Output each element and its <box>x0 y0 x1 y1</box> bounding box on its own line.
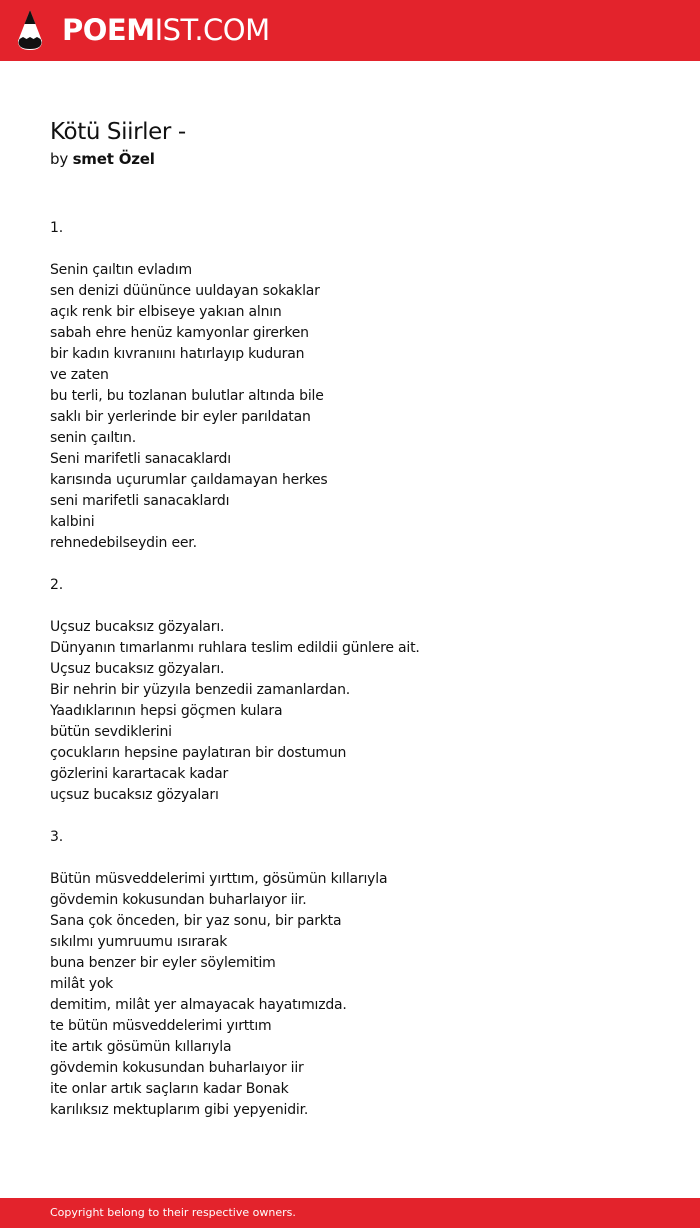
poem-line: uçsuz bucaksız gözyaları <box>50 787 219 803</box>
poem-byline <box>50 149 155 169</box>
blank-line <box>50 554 650 575</box>
poem-line: sıkılmı yumruumu ısırarak <box>50 934 228 950</box>
poem-line: 1. <box>50 220 63 236</box>
poem-line: 3. <box>50 829 63 845</box>
poem-line: milât yok <box>50 976 114 992</box>
blank-line <box>50 806 650 827</box>
poem-line: bu terli, bu tozlanan bulutlar altında bile <box>50 388 324 404</box>
poem-line: demitim, milât yer almayacak hayatımızda. <box>50 997 347 1013</box>
poem-line: Seni marifetli sanacaklardı <box>50 451 231 467</box>
poem-line: Bir nehrin bir yüzyıla benzedii zamanlardan. <box>50 682 351 698</box>
poem-line: açık renk bir elbiseye yakıan alnın <box>50 304 282 320</box>
poem-line: kalbini <box>50 514 95 530</box>
poem-line: ite onlar artık saçların kadar Bonak <box>50 1081 289 1097</box>
blank-line <box>50 596 650 617</box>
by-label: by <box>50 150 73 168</box>
blank-line <box>50 239 650 260</box>
poem-author: smet Özel <box>72 150 155 168</box>
poem-line: te bütün müsveddelerimi yırttım <box>50 1018 272 1034</box>
poem-line: buna benzer bir eyler söylemitim <box>50 955 276 971</box>
blank-line <box>50 848 650 869</box>
poem-line: Senin çaıltın evladım <box>50 262 192 278</box>
poem-line: bütün sevdiklerini <box>50 724 172 740</box>
poem-line: Uçsuz bucaksız gözyaları. <box>50 619 225 635</box>
poem-line: gövdemin kokusundan buharlaıyor iir <box>50 1060 304 1076</box>
poem-line: sabah ehre henüz kamyonlar girerken <box>50 325 309 341</box>
poem-line: Uçsuz bucaksız gözyaları. <box>50 661 225 677</box>
poem-line: Bütün müsveddelerimi yırttım, gösümün kıllarıyla <box>50 871 388 887</box>
poem-line: ite artık gösümün kıllarıyla <box>50 1039 232 1055</box>
poem-line: çocukların hepsine paylatıran bir dostumun <box>50 745 347 761</box>
poem-line: gözlerini karartacak kadar <box>50 766 229 782</box>
site-logo[interactable] <box>62 11 270 49</box>
poem-line: seni marifetli sanacaklardı <box>50 493 230 509</box>
poem-line: Yaadıklarının hepsi göçmen kulara <box>50 703 283 719</box>
poem-title: Kötü Siirler - <box>50 119 186 145</box>
poem-line: ve zaten <box>50 367 109 383</box>
poem-line: karısında uçurumlar çaıldamayan herkes <box>50 472 328 488</box>
poem-line: Sana çok önceden, bir yaz sonu, bir parkta <box>50 913 342 929</box>
poem-line: senin çaıltın. <box>50 430 136 446</box>
site-footer <box>0 1198 700 1228</box>
poem-line: sen denizi düününce uuldayan sokaklar <box>50 283 320 299</box>
poem-line: 2. <box>50 577 63 593</box>
logo-light-text: IST.COM <box>154 13 270 47</box>
poem-line: bir kadın kıvranıını hatırlayıp kuduran <box>50 346 305 362</box>
pencil-tip-icon <box>17 9 43 51</box>
poem-line: gövdemin kokusundan buharlaıyor iir. <box>50 892 307 908</box>
poem-line: karılıksız mektuplarım gibi yepyenidir. <box>50 1102 309 1118</box>
poem-line: saklı bir yerlerinde bir eyler parıldatan <box>50 409 311 425</box>
poem-line: Dünyanın tımarlanmı ruhlara teslim edildii günlere ait. <box>50 640 420 656</box>
copyright-text: Copyright belong to their respective owners. <box>50 1206 296 1219</box>
poem-line: rehnedebilseydin eer. <box>50 535 197 551</box>
site-header <box>0 0 700 61</box>
poem-body <box>50 218 650 1121</box>
logo-bold-text: POEM <box>62 13 155 47</box>
